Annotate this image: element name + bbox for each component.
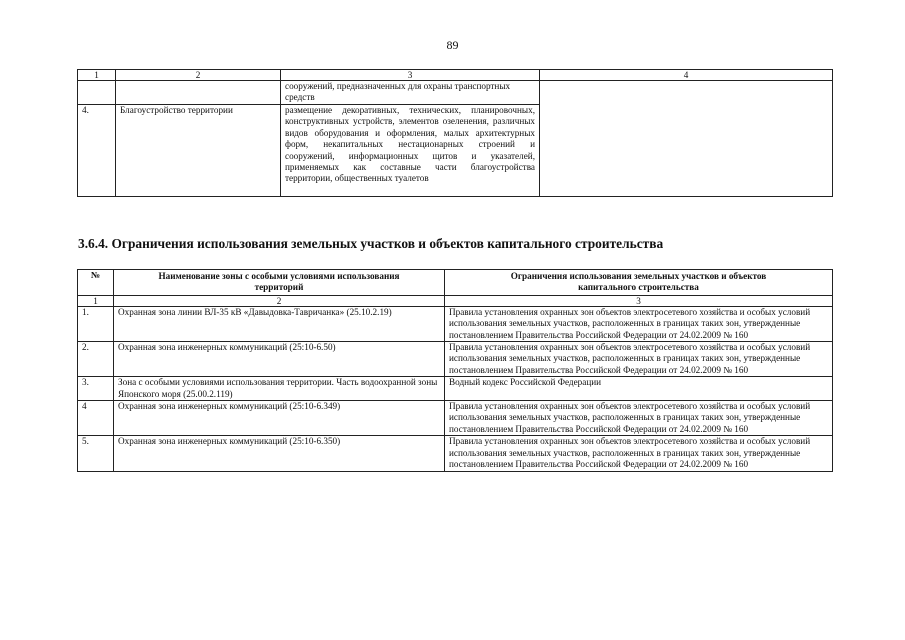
table-row [78,401,833,436]
land-use-name: Благоустройство территории [116,105,281,197]
section-heading: 3.6.4. Ограничения использования земельных участков и объектов капитального строительства [78,236,664,251]
empty-cell [540,81,833,197]
table-row [78,342,833,377]
row-number: 5. [78,436,114,471]
header-zone: Наименование зоны с особыми условиями использования территорий [114,270,445,296]
table-row [78,377,833,401]
column-number: 1 [78,295,114,306]
table-row [78,81,833,105]
restriction-text: Правила установления охранных зон объектов электросетевого хозяйства и особых условий использования земельных участков, расположенных в границах таких зон, утвержденные постановлением Правительства Российской Федерации от 24.02.2009 № 160 [445,342,833,377]
restriction-text: Правила установления охранных зон объектов электросетевого хозяйства и особых условий использования земельных участков, расположенных в границах таких зон, утвержденные постановлением Правительства Российской Федерации от 24.02.2009 № 160 [445,436,833,471]
zone-name: Охранная зона инженерных коммуникаций (25:10-6.349) [114,401,445,436]
column-number: 2 [114,295,445,306]
table-row [78,436,833,471]
land-use-table [77,69,833,197]
column-number-row [78,70,833,81]
restriction-text: Водный кодекс Российской Федерации [445,377,833,401]
column-number: 3 [445,295,833,306]
page-number: 89 [446,38,459,52]
column-number: 2 [116,70,281,81]
continuation-text: сооружений, предназначенных для охраны транспортных средств [281,81,540,105]
row-number: 4 [78,401,114,436]
zone-name: Охранная зона линии ВЛ-35 кВ «Давыдовка-Тавричанка» (25.10.2.19) [114,306,445,341]
restriction-text: Правила установления охранных зон объектов электросетевого хозяйства и особых условий использования земельных участков, расположенных в границах таких зон, утвержденные постановлением Правительства Российской Федерации от 24.02.2009 № 160 [445,306,833,341]
row-number: 2. [78,342,114,377]
column-number: 4 [540,70,833,81]
row-number: 1. [78,306,114,341]
table-row [78,306,833,341]
column-number-row [78,295,833,306]
row-number: 4. [78,105,116,197]
zone-name: Охранная зона инженерных коммуникаций (25:10-6.50) [114,342,445,377]
zone-name: Охранная зона инженерных коммуникаций (25:10-6.350) [114,436,445,471]
column-number: 3 [281,70,540,81]
column-number: 1 [78,70,116,81]
restrictions-table [77,269,833,472]
zone-name: Зона с особыми условиями использования территории. Часть водоохранной зоны Японского моря (25.00.2.119) [114,377,445,401]
header-num: № [78,270,114,296]
row-number: 3. [78,377,114,401]
land-use-description: размещение декоративных, технических, планировочных, конструктивных устройств, элементов озеленения, различных видов оборудования и оформления, малых архитектурных форм, некапитальных нестационарных строений и сооружений, информационных щитов и указателей, применяемых как составные части благоустройства территории, общественных туалетов [281,105,540,197]
table-header-row [78,270,833,296]
header-restrictions: Ограничения использования земельных участков и объектов капитального строительства [445,270,833,296]
restriction-text: Правила установления охранных зон объектов электросетевого хозяйства и особых условий использования земельных участков, расположенных в границах таких зон, утвержденные постановлением Правительства Российской Федерации от 24.02.2009 № 160 [445,401,833,436]
